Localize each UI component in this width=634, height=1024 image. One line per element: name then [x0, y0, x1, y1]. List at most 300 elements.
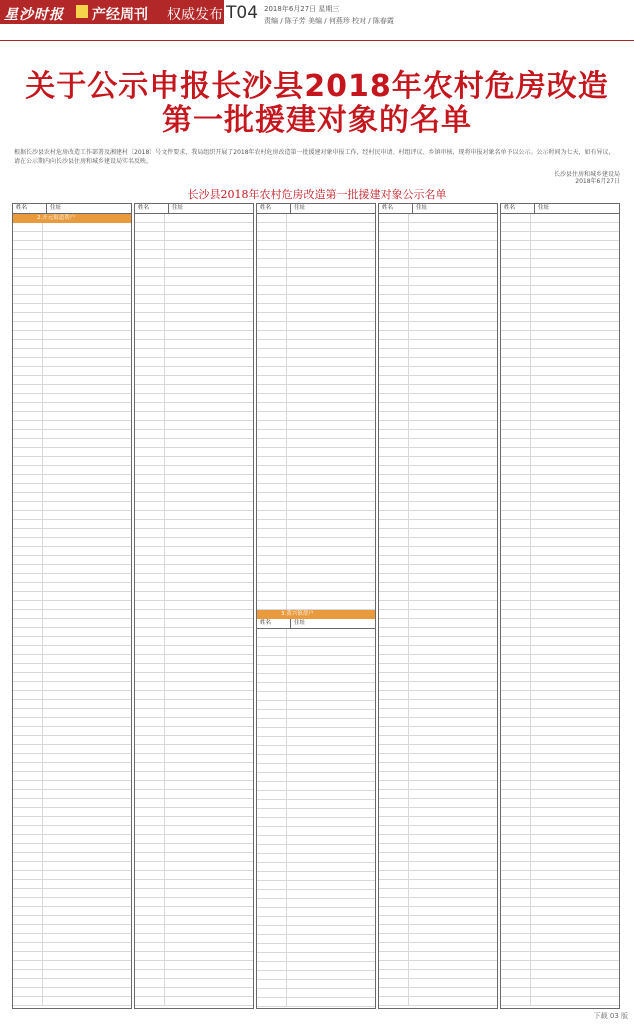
table-row	[501, 277, 619, 286]
table-row	[13, 970, 131, 979]
table-row	[501, 367, 619, 376]
table-row	[501, 403, 619, 412]
table-row	[135, 376, 253, 385]
table-row	[379, 772, 497, 781]
table-row	[13, 754, 131, 763]
table-row	[501, 961, 619, 970]
header-name: 姓名	[379, 204, 413, 213]
table-row	[13, 853, 131, 862]
table-row	[257, 466, 375, 475]
table-row	[257, 962, 375, 971]
table-row	[135, 691, 253, 700]
table-row	[257, 538, 375, 547]
table-row	[13, 502, 131, 511]
table-row	[501, 601, 619, 610]
table-row	[135, 556, 253, 565]
table-row	[257, 791, 375, 800]
table-row	[13, 808, 131, 817]
table-row	[379, 682, 497, 691]
table-row	[257, 872, 375, 881]
table-row	[257, 259, 375, 268]
table-row	[501, 880, 619, 889]
table-row	[13, 826, 131, 835]
table-row	[13, 241, 131, 250]
table-row	[257, 502, 375, 511]
table-row	[379, 925, 497, 934]
table-column-1	[12, 203, 132, 1009]
table-row	[257, 583, 375, 592]
table-row	[13, 538, 131, 547]
table-row	[379, 268, 497, 277]
table-row	[13, 727, 131, 736]
table-row	[135, 871, 253, 880]
table-row	[379, 844, 497, 853]
table-row	[257, 412, 375, 421]
table-row	[379, 304, 497, 313]
table-row	[379, 466, 497, 475]
table-row	[135, 664, 253, 673]
headline-line-2: 第一批援建对象的名单	[162, 103, 472, 138]
header-address: 住址	[294, 620, 306, 626]
table-row	[501, 358, 619, 367]
table-row	[379, 259, 497, 268]
table-row	[135, 439, 253, 448]
table-row	[13, 385, 131, 394]
table-row	[379, 826, 497, 835]
table-row	[13, 367, 131, 376]
table-row	[135, 277, 253, 286]
table-row	[135, 844, 253, 853]
table-row	[135, 367, 253, 376]
table-row	[13, 556, 131, 565]
table-row	[13, 934, 131, 943]
table-row	[257, 430, 375, 439]
table-row	[379, 934, 497, 943]
table-row	[379, 853, 497, 862]
table-row	[501, 754, 619, 763]
table-row	[135, 907, 253, 916]
table-row	[135, 925, 253, 934]
table-row	[501, 214, 619, 223]
table-row	[257, 385, 375, 394]
table-row	[501, 610, 619, 619]
table-row	[257, 773, 375, 782]
table-row	[135, 448, 253, 457]
table-row	[13, 295, 131, 304]
table-row	[379, 421, 497, 430]
table-row	[379, 439, 497, 448]
table-row	[13, 529, 131, 538]
table-row	[13, 223, 131, 232]
table-row	[257, 295, 375, 304]
table-row	[379, 961, 497, 970]
table-row	[135, 646, 253, 655]
table-row	[379, 502, 497, 511]
table-row	[13, 763, 131, 772]
table-row	[379, 898, 497, 907]
table-row	[13, 610, 131, 619]
table-row	[501, 925, 619, 934]
table-row	[501, 484, 619, 493]
table-row	[501, 259, 619, 268]
table-row	[13, 799, 131, 808]
table-row	[501, 691, 619, 700]
table-row	[379, 754, 497, 763]
table-row	[379, 880, 497, 889]
table-row	[135, 862, 253, 871]
table-row	[501, 538, 619, 547]
table-row	[257, 953, 375, 962]
table-row	[135, 853, 253, 862]
table-row	[257, 565, 375, 574]
table-row	[13, 628, 131, 637]
table-row	[379, 331, 497, 340]
table-row	[379, 889, 497, 898]
table-row	[257, 322, 375, 331]
table-row	[379, 646, 497, 655]
table-row	[379, 232, 497, 241]
table-row	[257, 484, 375, 493]
table-row	[379, 871, 497, 880]
table-row	[257, 998, 375, 1007]
table-row	[257, 719, 375, 728]
table-row	[135, 610, 253, 619]
table-row	[257, 331, 375, 340]
table-title: 长沙县2018年农村危房改造第一批援建对象公示名单	[187, 188, 447, 201]
table-row	[379, 250, 497, 259]
table-row	[135, 898, 253, 907]
table-row	[13, 259, 131, 268]
table-row	[257, 665, 375, 674]
table-row	[135, 538, 253, 547]
table-row	[379, 709, 497, 718]
table-row	[13, 484, 131, 493]
table-row	[379, 718, 497, 727]
table-row	[501, 304, 619, 313]
table-row	[257, 601, 375, 610]
table-row	[257, 926, 375, 935]
header-name: 姓名	[13, 204, 47, 213]
table-row	[13, 817, 131, 826]
table-row	[501, 997, 619, 1006]
table-row	[135, 295, 253, 304]
table-row	[13, 655, 131, 664]
table-row	[257, 827, 375, 836]
table-row	[257, 250, 375, 259]
table-row	[379, 358, 497, 367]
table-row	[501, 700, 619, 709]
table-row	[501, 817, 619, 826]
table-row	[501, 448, 619, 457]
sub-header: 2.开元街道帮户	[13, 214, 131, 223]
table-row	[135, 385, 253, 394]
table-column-2	[134, 203, 254, 1009]
table-row	[379, 673, 497, 682]
table-row	[501, 556, 619, 565]
table-row	[257, 818, 375, 827]
table-row	[13, 511, 131, 520]
table-row	[135, 574, 253, 583]
table-row	[135, 457, 253, 466]
table-row	[135, 700, 253, 709]
table-row	[135, 709, 253, 718]
table-row	[135, 583, 253, 592]
table-row	[13, 691, 131, 700]
table-row	[501, 331, 619, 340]
table-row	[257, 809, 375, 818]
table-row	[135, 529, 253, 538]
table-row	[13, 718, 131, 727]
section-name: 产经周刊	[92, 7, 148, 23]
table-row	[257, 304, 375, 313]
table-row	[135, 223, 253, 232]
table-row	[135, 358, 253, 367]
table-row	[257, 376, 375, 385]
table-row	[135, 655, 253, 664]
table-row	[135, 394, 253, 403]
table-row	[257, 520, 375, 529]
table-row	[379, 313, 497, 322]
table-row	[13, 835, 131, 844]
table-row	[379, 583, 497, 592]
table-row	[13, 583, 131, 592]
table-row	[13, 952, 131, 961]
table-row	[257, 529, 375, 538]
table-row	[257, 547, 375, 556]
table-row	[379, 799, 497, 808]
table-row	[501, 565, 619, 574]
table-row	[135, 637, 253, 646]
table-row	[501, 736, 619, 745]
table-row	[13, 340, 131, 349]
table-row	[379, 745, 497, 754]
table-row	[13, 421, 131, 430]
table-row	[501, 970, 619, 979]
table-row	[379, 367, 497, 376]
table-row	[379, 574, 497, 583]
table-row	[13, 313, 131, 322]
table-row	[501, 772, 619, 781]
table-row	[257, 277, 375, 286]
table-row	[501, 628, 619, 637]
table-row	[379, 484, 497, 493]
table-header	[379, 204, 497, 214]
table-column-3	[256, 203, 376, 1009]
table-row	[379, 619, 497, 628]
table-row	[501, 547, 619, 556]
table-row	[257, 836, 375, 845]
table-header	[501, 204, 619, 214]
table-row	[13, 574, 131, 583]
table-row	[13, 493, 131, 502]
table-row	[501, 340, 619, 349]
table-row	[257, 421, 375, 430]
section-icon	[76, 5, 88, 18]
table-row	[379, 214, 497, 223]
table-row	[13, 592, 131, 601]
table-row	[13, 394, 131, 403]
table-row	[13, 898, 131, 907]
table-row	[13, 412, 131, 421]
table-row	[135, 286, 253, 295]
table-row	[379, 862, 497, 871]
table-row	[257, 674, 375, 683]
table-header	[257, 204, 375, 214]
table-row	[257, 286, 375, 295]
table-row	[135, 799, 253, 808]
table-row	[13, 790, 131, 799]
table-row	[501, 808, 619, 817]
table-row	[501, 475, 619, 484]
table-row	[379, 736, 497, 745]
table-row	[13, 700, 131, 709]
table-row	[13, 565, 131, 574]
table-row	[13, 466, 131, 475]
table-row	[257, 989, 375, 998]
table-row	[501, 673, 619, 682]
table-row	[379, 628, 497, 637]
table-row	[13, 745, 131, 754]
table-row	[379, 448, 497, 457]
table-row	[501, 907, 619, 916]
table-row	[135, 943, 253, 952]
table-row	[501, 250, 619, 259]
table-row	[379, 763, 497, 772]
table-row	[379, 511, 497, 520]
table-row	[135, 673, 253, 682]
table-row	[135, 520, 253, 529]
table-row	[257, 511, 375, 520]
table-row	[13, 781, 131, 790]
table-row	[257, 647, 375, 656]
table-row	[379, 457, 497, 466]
table-row	[501, 862, 619, 871]
table-header	[13, 204, 131, 214]
table-row	[257, 728, 375, 737]
table-row	[13, 736, 131, 745]
date-line: 2018年6月27日 星期三	[264, 5, 340, 13]
table-row	[135, 754, 253, 763]
headline-line-1: 关于公示申报长沙县2018年农村危房改造	[25, 69, 609, 104]
table-row	[13, 304, 131, 313]
table-row	[13, 997, 131, 1006]
table-row	[135, 502, 253, 511]
table-row	[501, 583, 619, 592]
table-row	[501, 835, 619, 844]
table-row	[501, 682, 619, 691]
masthead-banner	[0, 0, 224, 24]
table-row	[257, 493, 375, 502]
table-row	[135, 340, 253, 349]
table-row	[501, 844, 619, 853]
table-row	[379, 529, 497, 538]
paper-logo: 星沙时报	[4, 7, 64, 23]
table-row	[379, 943, 497, 952]
table-row	[13, 250, 131, 259]
table-row	[501, 709, 619, 718]
header-name: 姓名	[501, 204, 535, 213]
table-row	[501, 295, 619, 304]
table-row	[135, 880, 253, 889]
table-row	[13, 637, 131, 646]
table-header	[135, 204, 253, 214]
table-row	[135, 619, 253, 628]
table-header	[257, 619, 375, 629]
table-row	[13, 349, 131, 358]
table-row	[13, 925, 131, 934]
table-row	[13, 709, 131, 718]
table-row	[13, 358, 131, 367]
table-row	[257, 917, 375, 926]
table-row	[13, 673, 131, 682]
sign-org: 长沙县住房和城乡建设局	[553, 171, 620, 178]
table-row	[135, 268, 253, 277]
table-row	[13, 277, 131, 286]
table-row	[135, 682, 253, 691]
table-row	[257, 881, 375, 890]
table-row	[257, 223, 375, 232]
table-row	[135, 808, 253, 817]
table-row	[379, 547, 497, 556]
table-row	[13, 268, 131, 277]
table-row	[135, 970, 253, 979]
table-row	[135, 826, 253, 835]
table-row	[135, 592, 253, 601]
table-row	[257, 746, 375, 755]
table-row	[379, 916, 497, 925]
table-row	[501, 511, 619, 520]
table-row	[501, 988, 619, 997]
table-row	[135, 430, 253, 439]
table-row	[135, 961, 253, 970]
table-row	[379, 691, 497, 700]
table-row	[257, 349, 375, 358]
table-row	[135, 547, 253, 556]
page-number: T04	[226, 3, 259, 23]
table-row	[257, 737, 375, 746]
table-row	[501, 241, 619, 250]
table-row	[257, 556, 375, 565]
table-row	[135, 736, 253, 745]
table-row	[13, 988, 131, 997]
table-row	[135, 313, 253, 322]
table-row	[13, 547, 131, 556]
table-row	[501, 574, 619, 583]
table-row	[135, 511, 253, 520]
table-row	[501, 718, 619, 727]
table-row	[501, 376, 619, 385]
table-row	[135, 628, 253, 637]
table-row	[13, 844, 131, 853]
table-row	[135, 250, 253, 259]
table-row	[135, 745, 253, 754]
table-row	[379, 979, 497, 988]
table-row	[135, 475, 253, 484]
table-row	[257, 475, 375, 484]
table-row	[379, 241, 497, 250]
intro-paragraph: 根据长沙县农村危房改造工作部署及湘建村〔2018〕号文件要求，我局组织开展了2018年农村危房改造第一批援建对象申报工作，经村民申请、村组评议、乡镇审核，现将申报对象名单予以公示。公示时间为七天，如有异议，请在公示期内向长沙县住房和城乡建设局实名反映。	[14, 149, 615, 165]
table-row	[379, 385, 497, 394]
table-row	[135, 718, 253, 727]
table-row	[257, 403, 375, 412]
table-row	[13, 646, 131, 655]
table-row	[501, 799, 619, 808]
table-row	[13, 664, 131, 673]
table-row	[257, 944, 375, 953]
table-row	[257, 692, 375, 701]
table-row	[257, 890, 375, 899]
table-row	[257, 899, 375, 908]
